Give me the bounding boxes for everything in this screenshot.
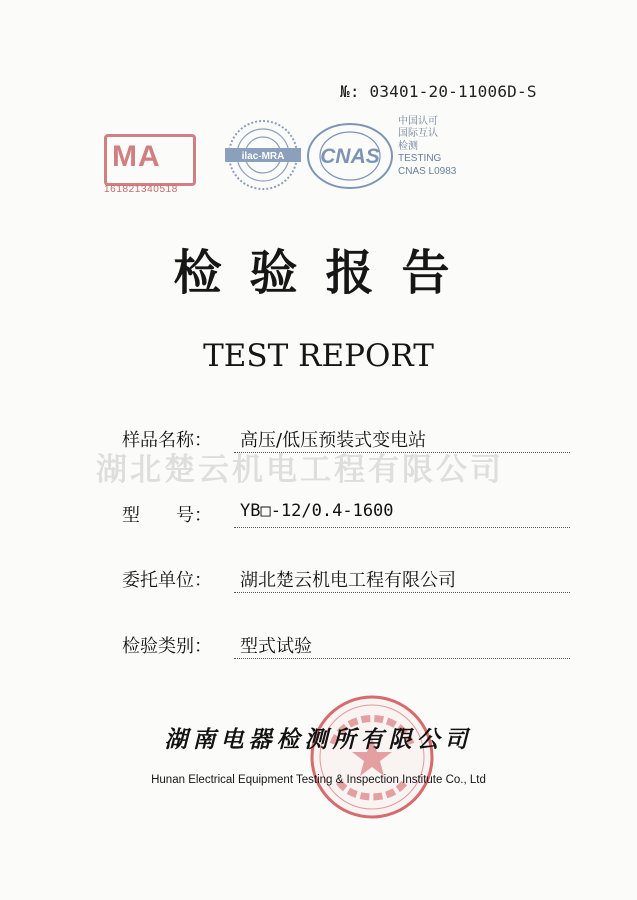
company-watermark: 湖北楚云机电工程有限公司 xyxy=(96,452,504,488)
ma-logo-text: MA xyxy=(112,140,161,173)
cnas-line: TESTING xyxy=(398,153,442,165)
report-title-cn: 检验报告 xyxy=(173,245,478,301)
cnas-line: 国际互认 xyxy=(398,128,438,140)
ma-certification-logo xyxy=(98,128,206,198)
cnas-logo-text: CNAS xyxy=(320,145,380,168)
report-number: №: 03401-20-11006D-S xyxy=(340,82,537,101)
sample-name-value: 高压/低压预装式变电站 xyxy=(240,430,427,451)
cnas-line: CNAS L0983 xyxy=(398,165,457,177)
client-value: 湖北楚云机电工程有限公司 xyxy=(240,570,456,591)
client-label: 委托单位： xyxy=(122,570,212,591)
ma-code: 161821340518 xyxy=(104,184,178,195)
test-category-field xyxy=(122,628,570,660)
official-seal xyxy=(305,690,439,824)
field-underline xyxy=(234,592,570,593)
model-value: YB□-12/0.4-1600 xyxy=(240,501,394,521)
model-field xyxy=(122,497,570,529)
cnas-line: 中国认可 xyxy=(398,116,438,127)
field-underline xyxy=(234,658,570,659)
cnas-line: 检测 xyxy=(398,140,418,152)
ilac-logo-text: ilac-MRA xyxy=(241,151,285,162)
sample-name-label: 样品名称： xyxy=(122,430,212,451)
issuer-name-en: Hunan Electrical Equipment Testing & Inspection Institute Co., Ltd xyxy=(151,774,486,786)
client-field xyxy=(122,562,570,594)
report-title-en: TEST REPORT xyxy=(203,338,434,374)
test-category-value: 型式试验 xyxy=(240,636,312,657)
cnas-logo xyxy=(305,122,395,190)
test-category-label: 检验类别： xyxy=(122,636,212,657)
field-underline xyxy=(234,527,570,528)
issuer-name-cn: 湖南电器检测所有限公司 xyxy=(164,727,473,753)
ilac-mra-logo xyxy=(219,115,309,195)
cnas-accreditation-text xyxy=(398,116,478,178)
model-label: 型 号： xyxy=(122,505,212,526)
